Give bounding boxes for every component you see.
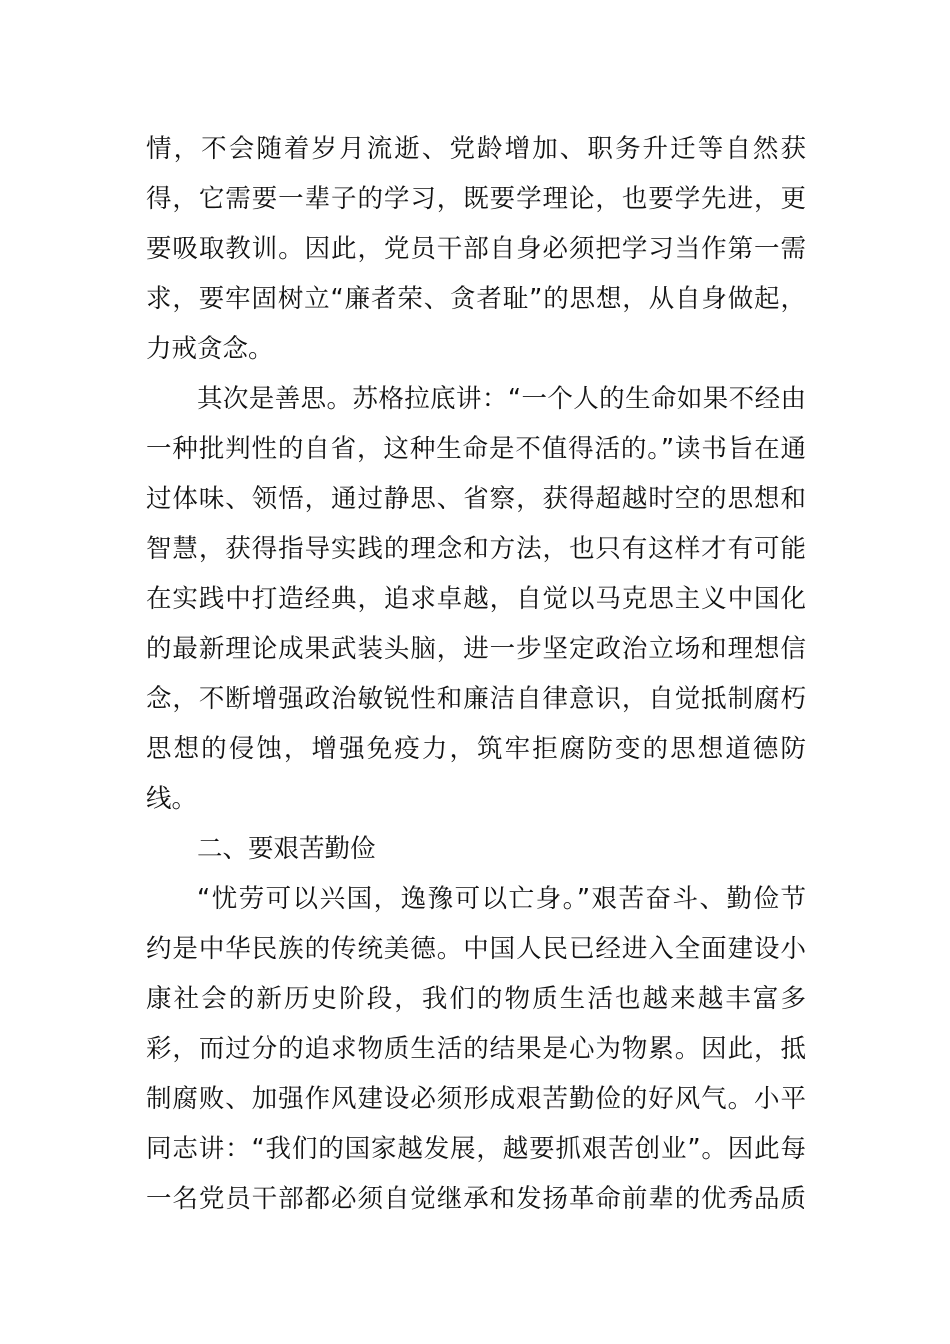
text-line: 念，不断增强政治敏锐性和廉洁自律意识，自觉抵制腐朽: [146, 684, 806, 714]
text-line: 情，不会随着岁月流逝、党龄增加、职务升迁等自然获: [146, 134, 806, 164]
text-line: 过体味、领悟，通过静思、省察，获得超越时空的思想和: [146, 484, 806, 514]
text-line: 得，它需要一辈子的学习，既要学理论，也要学先进，更: [146, 184, 806, 214]
paragraph-shansi: [146, 374, 806, 824]
text-line: 的最新理论成果武装头脑，进一步坚定政治立场和理想信: [146, 634, 806, 664]
text-line: 力戒贪念。: [146, 334, 274, 364]
text-line: 一种批判性的自省，这种生命是不值得活的。”读书旨在通: [146, 434, 806, 464]
text-line: 线。: [146, 784, 198, 814]
text-line: 求，要牢固树立“廉者荣、贪者耻”的思想，从自身做起，: [146, 284, 806, 314]
paragraph-continuation: [146, 124, 806, 374]
text-line: 在实践中打造经典，追求卓越，自觉以马克思主义中国化: [146, 584, 806, 614]
text-line: 同志讲：“我们的国家越发展，越要抓艰苦创业”。因此每: [146, 1134, 806, 1164]
text-line: “忧劳可以兴国，逸豫可以亡身。”艰苦奋斗、勤俭节: [197, 884, 806, 914]
section-heading: [146, 824, 806, 874]
paragraph-jianku: [146, 874, 806, 1224]
text-line: 其次是善思。苏格拉底讲：“一个人的生命如果不经由: [197, 384, 806, 414]
text-line: 思想的侵蚀，增强免疫力，筑牢拒腐防变的思想道德防: [146, 734, 806, 764]
heading-text: 二、要艰苦勤俭: [197, 834, 376, 864]
text-line: 康社会的新历史阶段，我们的物质生活也越来越丰富多: [146, 984, 806, 1014]
document-body: [146, 124, 806, 1224]
text-line: 智慧，获得指导实践的理念和方法，也只有这样才有可能: [146, 534, 806, 564]
text-line: 约是中华民族的传统美德。中国人民已经进入全面建设小: [146, 934, 806, 964]
text-line: 制腐败、加强作风建设必须形成艰苦勤俭的好风气。小平: [146, 1084, 806, 1114]
text-line: 一名党员干部都必须自觉继承和发扬革命前辈的优秀品质: [146, 1184, 806, 1214]
text-line: 彩，而过分的追求物质生活的结果是心为物累。因此，抵: [146, 1034, 806, 1064]
text-line: 要吸取教训。因此，党员干部自身必须把学习当作第一需: [146, 234, 806, 264]
